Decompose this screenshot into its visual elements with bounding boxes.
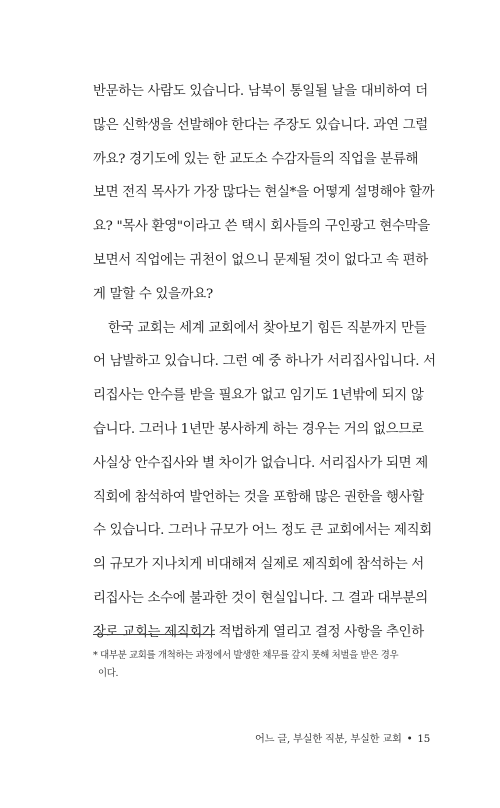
body-line: 까요? 경기도에 있는 한 교도소 수감자들의 직업을 분류해 — [93, 151, 419, 167]
body-line: 리집사는 소수에 불과한 것이 현실입니다. 그 결과 대부분의 — [93, 590, 428, 606]
body-line: 수 있습니다. 그러나 규모가 어느 정도 큰 교회에서는 제직회 — [93, 523, 432, 539]
body-line: 많은 신학생을 선발해야 한다는 주장도 있습니다. 과연 그럴 — [93, 117, 428, 133]
footnote — [93, 647, 423, 683]
body-line: 보면 전직 목사가 가장 많다는 현실*을 어떻게 설명해야 할까 — [93, 185, 435, 201]
body-text — [93, 75, 436, 650]
body-line: 의 규모가 지나치게 비대해져 실제로 제직회에 참석하는 서 — [93, 557, 424, 573]
paragraph-start-line: 한국 교회는 세계 교회에서 찾아보기 힘든 직분까지 만들 — [108, 320, 427, 336]
body-line: 반문하는 사람도 있습니다. 남북이 통일될 날을 대비하여 더 — [93, 84, 428, 99]
footnote-line: 이다. — [98, 668, 119, 679]
body-line: 리집사는 안수를 받을 필요가 없고 임기도 1년밖에 되지 않 — [93, 388, 424, 404]
footnote-divider — [93, 634, 215, 635]
bullet-separator: • — [406, 734, 413, 745]
body-line: 보면서 직업에는 귀천이 없으니 문제될 것이 없다고 속 편하 — [93, 252, 428, 268]
footnote-line: * 대부분 교회를 개척하는 과정에서 발생한 채무를 갚지 못해 처벌을 받은 경우 — [93, 650, 399, 661]
body-line: 어 남발하고 있습니다. 그런 예 중 하나가 서리집사입니다. 서 — [93, 354, 436, 370]
running-footer — [255, 730, 430, 745]
page-number: 15 — [417, 734, 430, 745]
body-line: 게 말할 수 있을까요? — [93, 286, 213, 302]
body-line: 습니다. 그러나 1년만 봉사하게 하는 경우는 거의 없으므로 — [93, 421, 424, 437]
body-line: 요? "목사 환영"이라고 쓴 택시 회사들의 구인광고 현수막을 — [93, 219, 430, 235]
body-line: 직회에 참석하여 발언하는 것을 포함해 많은 권한을 행사할 — [93, 489, 424, 505]
body-line: 장로 교회는 제직회가 적법하게 열리고 결정 사항을 추인하 — [93, 624, 424, 640]
body-line: 사실상 안수집사와 별 차이가 없습니다. 서리집사가 되면 제 — [93, 455, 428, 471]
running-title: 어느 글, 부실한 직분, 부실한 교회 — [255, 734, 402, 745]
